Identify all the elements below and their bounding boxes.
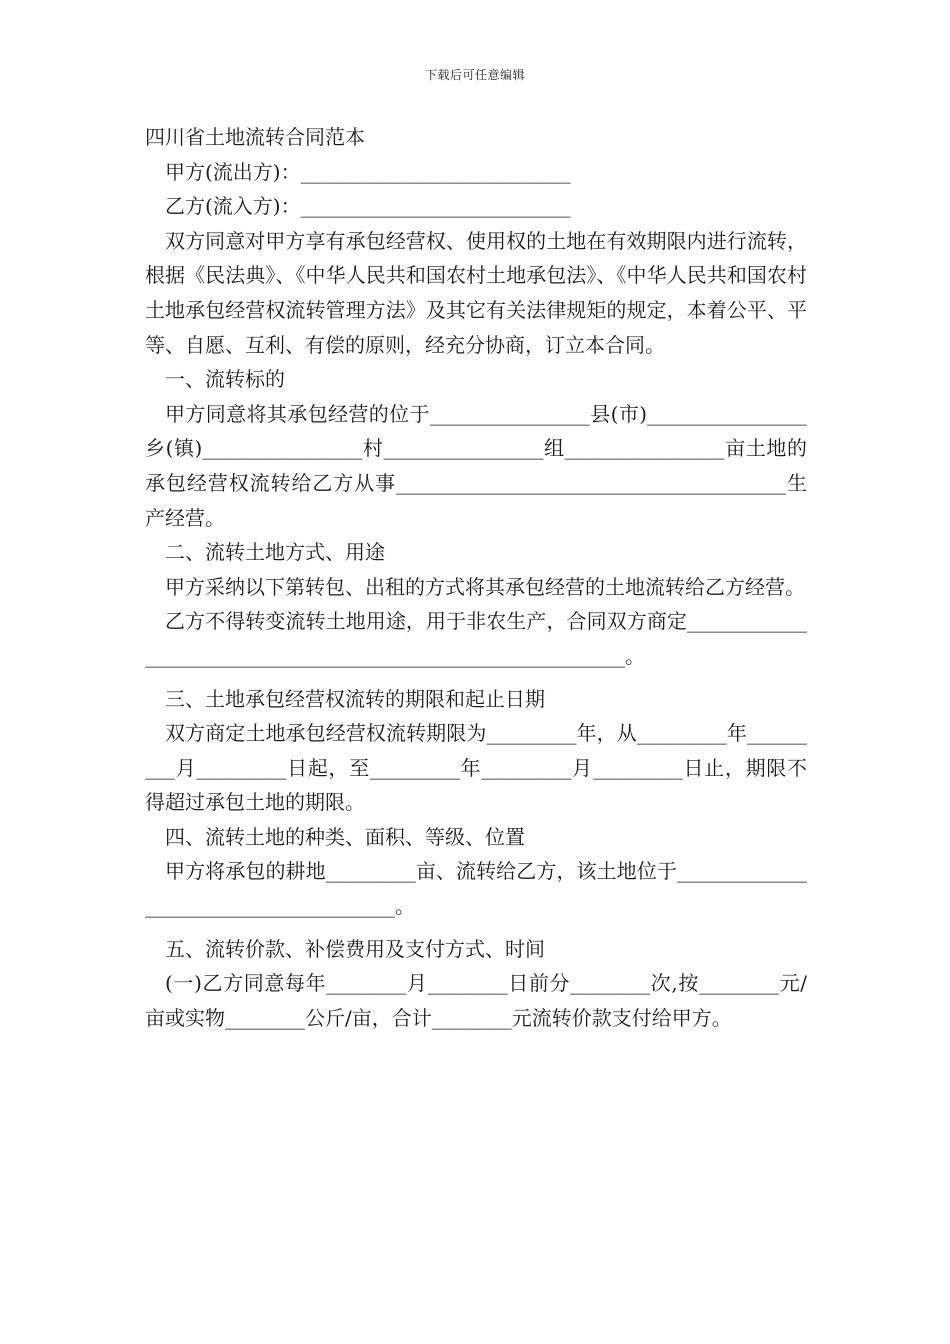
section-2-paragraph-2: 乙方不得转变流转土地用途，用于非农生产，合同双方商定____________________________________________________________。 bbox=[145, 609, 807, 668]
section-2-heading: 二、流转土地方式、用途 bbox=[165, 540, 385, 565]
preamble-paragraph: 双方同意对甲方享有承包经营权、使用权的土地在有效期限内进行流转，根据《民法典》、《中华人民共和国农村土地承包法》、《中华人民共和国农村土地承包经营权流转管理方法》及其它有关法律规矩的规定，本着公平、平等、自愿、互利、有偿的原则，经充分协商，订立本合同。 bbox=[145, 228, 807, 357]
party-a-line: 甲方(流出方)：___________________________ bbox=[165, 159, 571, 184]
section-5-heading: 五、流转价款、补偿费用及支付方式、时间 bbox=[165, 936, 545, 961]
document-title: 四川省土地流转合同范本 bbox=[145, 125, 365, 149]
party-b-line: 乙方(流入方)：___________________________ bbox=[165, 194, 571, 219]
document-body bbox=[145, 120, 807, 1035]
section-3-heading: 三、土地承包经营权流转的期限和起止日期 bbox=[165, 686, 545, 711]
section-4-heading: 四、流转土地的种类、面积、等级、位置 bbox=[165, 824, 525, 849]
section-1-paragraph: 甲方同意将其承包经营的位于________________县(市)________________乡(镇)________________村________________组________________亩土地的承包经营权流转给乙方从事_______________________________________生产经营。 bbox=[145, 401, 807, 530]
section-5-paragraph: (一)乙方同意每年________月________日前分________次,按________元/亩或实物________公斤/亩，合计________元流转价款支付给甲方。 bbox=[145, 971, 807, 1030]
section-4-paragraph: 甲方将承包的耕地_________亩、流转给乙方，该土地位于______________________________________。 bbox=[145, 859, 807, 919]
section-1-heading: 一、流转标的 bbox=[165, 367, 285, 392]
section-2-paragraph-1: 甲方采纳以下第转包、出租的方式将其承包经营的土地流转给乙方经营。 bbox=[165, 574, 805, 599]
header-note: 下载后可任意编辑 bbox=[424, 68, 525, 82]
section-3-paragraph: 双方商定土地承包经营权流转期限为_________年，从_________年_________月_________日起，至_________年_________月_________日止，期限不得超过承包土地的期限。 bbox=[145, 721, 807, 815]
